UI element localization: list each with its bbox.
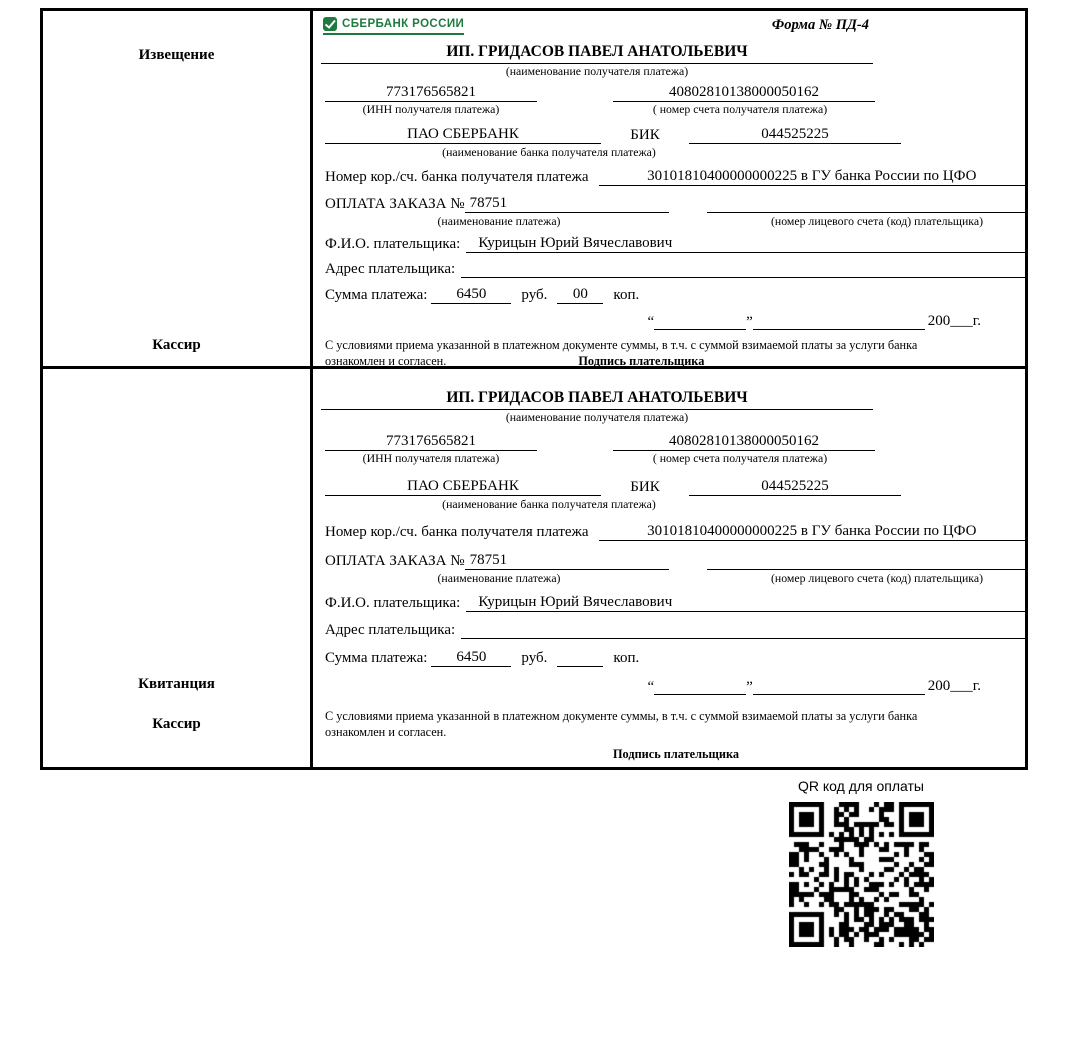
signature-label: Подпись плательщика xyxy=(578,353,705,368)
date-quote-open: “ xyxy=(647,314,655,330)
inn-caption: (ИНН получателя платежа) xyxy=(362,451,500,465)
purpose-captions xyxy=(319,571,1027,586)
rub-label: руб. xyxy=(521,650,548,666)
cashier-label: Кассир xyxy=(152,337,201,353)
account-caption: ( номер счета получателя платежа) xyxy=(652,102,828,116)
notice-section xyxy=(43,11,1025,369)
date-quote-close: ” xyxy=(746,314,753,330)
recipient-account: 40802810138000050162 xyxy=(613,84,875,102)
bik-value: 044525225 xyxy=(689,478,901,496)
date-quote-close: ” xyxy=(746,679,753,695)
address-line xyxy=(461,622,1025,639)
agreement-line1: С условиями приема указанной в платежном документе суммы, в т.ч. с суммой взимаемой платы за услуги банка xyxy=(325,709,918,723)
qr-caption: QR код для оплаты xyxy=(797,778,924,794)
agreement-text xyxy=(325,338,1027,370)
payer-label: Ф.И.О. плательщика: xyxy=(325,595,461,611)
recipient-caption: (наименование получателя платежа) xyxy=(505,410,689,424)
recipient-caption: (наименование получателя платежа) xyxy=(505,64,689,78)
corr-label: Номер кор./сч. банка получателя платежа xyxy=(325,169,589,185)
bank-row xyxy=(319,478,1027,496)
payer-address-row xyxy=(319,261,1027,278)
date-year: 200___г. xyxy=(927,313,981,329)
rub-label: руб. xyxy=(521,287,548,303)
recipient-inn: 773176565821 xyxy=(325,433,537,451)
signature-label: Подпись плательщика xyxy=(612,746,739,761)
payer-name-row xyxy=(319,235,1027,253)
form-header-row xyxy=(319,17,1027,43)
account-caption: ( номер счета получателя платежа) xyxy=(652,451,828,465)
sum-kopecks: 00 xyxy=(557,286,603,304)
payer-name: Курицын Юрий Вячеславович xyxy=(466,594,1025,612)
date-day-line xyxy=(654,315,746,330)
inn-account-captions xyxy=(319,451,1027,466)
purpose-value: 78751 xyxy=(465,552,669,570)
receipt-side-column xyxy=(43,369,313,767)
inn-account-captions xyxy=(319,102,1027,117)
receipt-label: Квитанция xyxy=(138,676,215,692)
payer-code-line xyxy=(707,196,1025,213)
bank-caption: (наименование банка получателя платежа) xyxy=(442,497,656,511)
sum-rubles: 6450 xyxy=(431,649,511,667)
receipt-content xyxy=(313,369,1027,767)
purpose-captions xyxy=(319,214,1027,229)
address-line xyxy=(461,261,1025,278)
date-year: 200___г. xyxy=(927,678,981,694)
bik-value: 044525225 xyxy=(689,126,901,144)
recipient-name: ИП. ГРИДАСОВ ПАВЕЛ АНАТОЛЬЕВИЧ xyxy=(321,389,873,410)
sum-label: Сумма платежа: xyxy=(325,650,428,666)
notice-label: Извещение xyxy=(138,47,215,63)
date-row xyxy=(319,678,981,695)
date-month-line xyxy=(753,315,925,330)
payer-label: Ф.И.О. плательщика: xyxy=(325,236,461,252)
recipient-inn: 773176565821 xyxy=(325,84,537,102)
date-month-line xyxy=(753,680,925,695)
cashier-label: Кассир xyxy=(152,716,201,732)
payment-purpose-row xyxy=(319,552,1027,570)
bank-row xyxy=(319,126,1027,144)
address-label: Адрес плательщика: xyxy=(325,622,456,638)
payer-code-caption: (номер лицевого счета (код) плательщика) xyxy=(770,214,984,228)
kop-label: коп. xyxy=(613,650,640,666)
agreement-line2: ознакомлен и согласен. xyxy=(325,724,447,739)
qr-block xyxy=(786,778,936,947)
sberbank-logo-text: СБЕРБАНК РОССИИ xyxy=(342,18,465,30)
purpose-label: ОПЛАТА ЗАКАЗА № xyxy=(325,196,465,212)
payer-name: Курицын Юрий Вячеславович xyxy=(466,235,1025,253)
agreement-line2-row xyxy=(325,354,1027,370)
purpose-label: ОПЛАТА ЗАКАЗА № xyxy=(325,553,465,569)
sum-label: Сумма платежа: xyxy=(325,287,428,303)
date-row xyxy=(319,313,981,330)
agreement-line2: ознакомлен и согласен. xyxy=(325,353,447,368)
sum-rubles: 6450 xyxy=(431,286,511,304)
kop-label: коп. xyxy=(613,287,640,303)
bank-name: ПАО СБЕРБАНК xyxy=(325,126,601,144)
receipt-section xyxy=(43,369,1025,767)
corr-value: 30101810400000000225 в ГУ банка России по ЦФО xyxy=(599,523,1025,541)
agreement-text xyxy=(325,709,1027,763)
payment-sum-row xyxy=(319,286,1027,304)
corr-value: 30101810400000000225 в ГУ банка России по ЦФО xyxy=(599,168,1025,186)
bik-label: БИК xyxy=(630,127,660,143)
agreement-line1: С условиями приема указанной в платежном документе суммы, в т.ч. с суммой взимаемой платы за услуги банка xyxy=(325,338,918,352)
inn-account-row xyxy=(319,433,1027,451)
notice-content xyxy=(313,11,1027,366)
corr-account-row xyxy=(319,168,1027,186)
address-label: Адрес плательщика: xyxy=(325,261,456,277)
pd4-form xyxy=(40,8,1028,770)
corr-label: Номер кор./сч. банка получателя платежа xyxy=(325,524,589,540)
corr-account-row xyxy=(319,523,1027,541)
form-number: Форма № ПД-4 xyxy=(771,17,869,33)
date-quote-open: “ xyxy=(647,679,655,695)
date-day-line xyxy=(654,680,746,695)
bank-name: ПАО СБЕРБАНК xyxy=(325,478,601,496)
payer-code-caption: (номер лицевого счета (код) плательщика) xyxy=(770,571,984,585)
bank-caption: (наименование банка получателя платежа) xyxy=(442,145,656,159)
notice-side-column xyxy=(43,11,313,366)
bik-label: БИК xyxy=(630,479,660,495)
payment-purpose-row xyxy=(319,195,1027,213)
purpose-caption: (наименование платежа) xyxy=(437,571,561,585)
sberbank-logo-icon xyxy=(323,17,337,31)
sum-kopecks xyxy=(557,666,603,667)
inn-account-row xyxy=(319,84,1027,102)
qr-code xyxy=(789,802,934,947)
recipient-account: 40802810138000050162 xyxy=(613,433,875,451)
recipient-name: ИП. ГРИДАСОВ ПАВЕЛ АНАТОЛЬЕВИЧ xyxy=(321,43,873,64)
payment-sum-row xyxy=(319,649,1027,667)
inn-caption: (ИНН получателя платежа) xyxy=(362,102,500,116)
sberbank-logo xyxy=(323,17,464,35)
payer-code-line xyxy=(707,553,1025,570)
payer-address-row xyxy=(319,622,1027,639)
payer-name-row xyxy=(319,594,1027,612)
purpose-value: 78751 xyxy=(465,195,669,213)
purpose-caption: (наименование платежа) xyxy=(437,214,561,228)
